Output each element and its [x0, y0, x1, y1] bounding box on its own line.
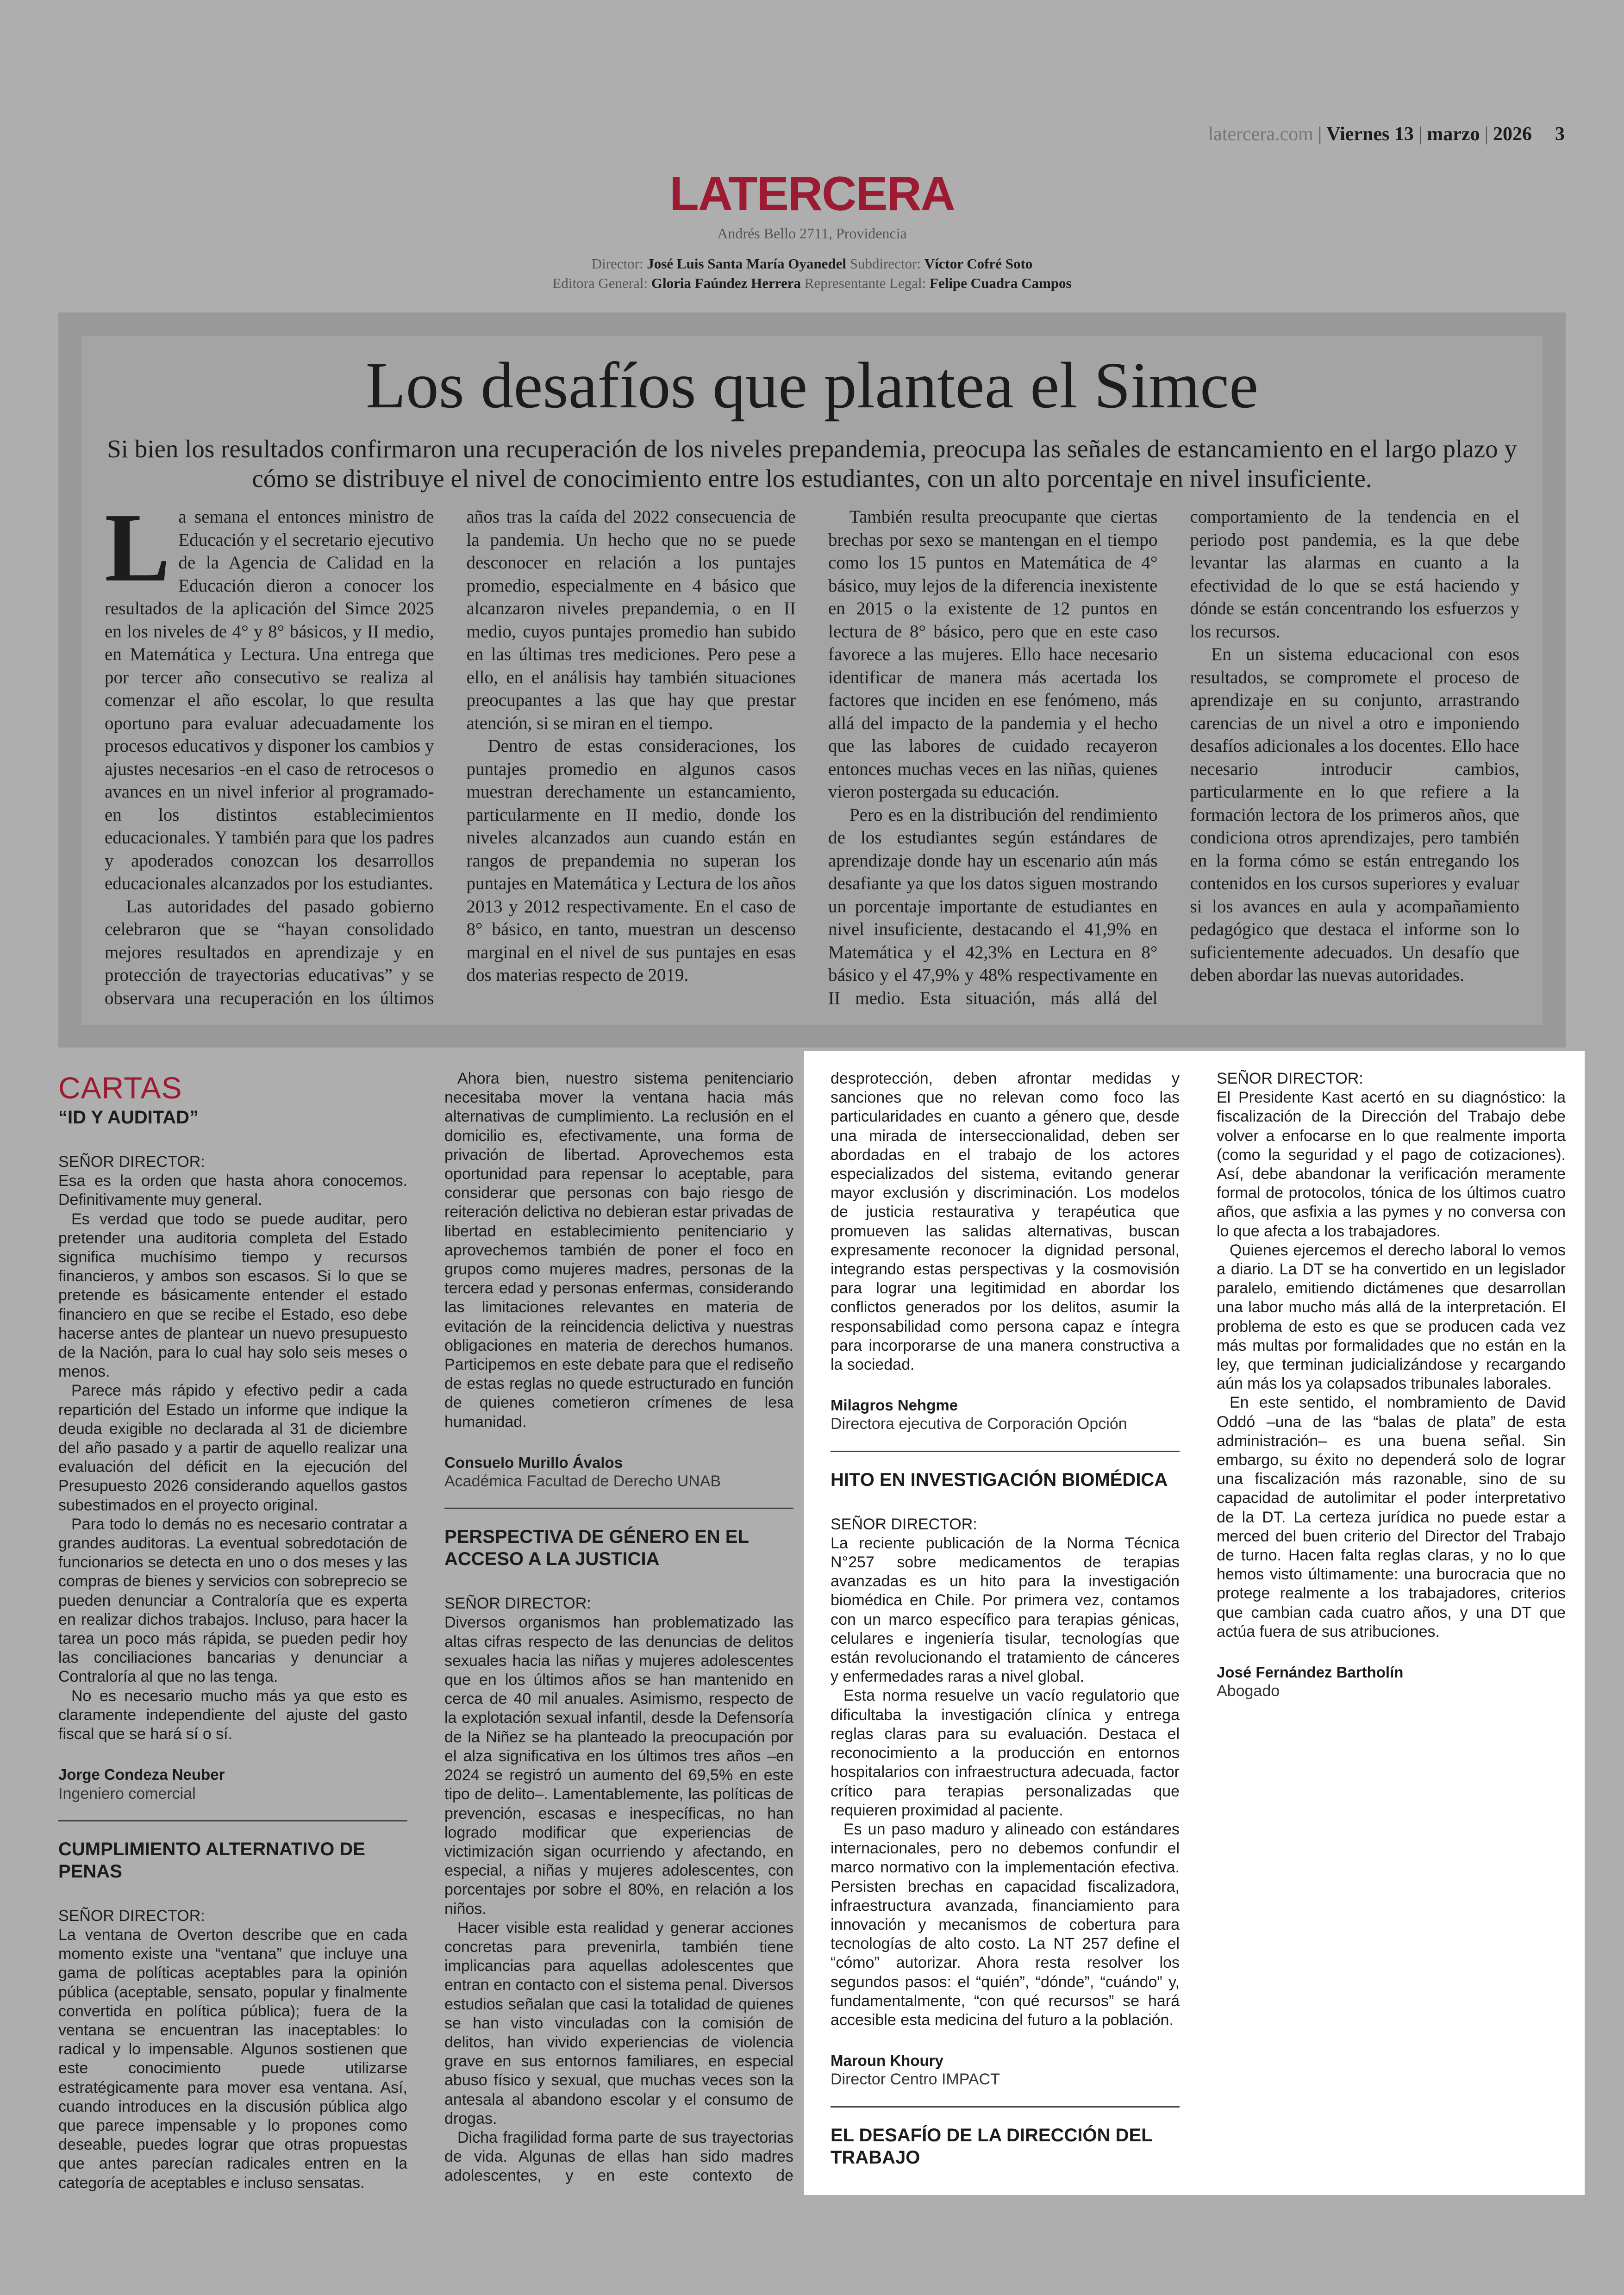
letter-author-role: Director Centro IMPACT: [831, 2070, 1000, 2089]
editor-name: Gloria Faúndez Herrera: [651, 275, 801, 291]
dateline: [1130, 123, 1565, 145]
letter-author: José Fernández Bartholín: [1217, 1664, 1404, 1681]
salutation: SEÑOR DIRECTOR:: [444, 1595, 591, 1613]
letter-title: PERSPECTIVA DE GÉNERO EN EL ACCESO A LA JUSTICIA: [444, 1527, 749, 1570]
letter-paragraph: Dicha fragilidad forma parte de sus trayectorias de vida. Algunas de ellas han sido madres adolescentes, y en este contexto de desprotección, deben afrontar medidas y sanciones que no relevan como foco las particularidades en cuanto a género que, desde una mirada de interseccionalidad, deben ser abordadas en el trabajo de los actores especializados del sistema, evitando generar mayor exclusión y discriminación. Los modelos de justicia restaurativa y terapéutica que promueven las salidas alternativas, buscan expresamente reconocer la dignidad personal, integrando estas perspectivas y la cosmovisión para lograr una legitimidad en abordar los conflictos generados por los delitos, asumir la responsabilidad como persona capaz e íntegra para incorporarse de una manera constructiva a la sociedad.: [444, 1070, 1180, 2185]
site-link[interactable]: latercera.com: [1208, 124, 1313, 145]
editorial-subtitle: Si bien los resultados confirmaron una recuperación de los niveles prepandemia, preocupa las señales de estancamiento en el largo plazo y cómo se distribuye el nivel de conocimiento entre los estudiantes, con un alto porcentaje en nivel insuficiente.: [107, 435, 1517, 493]
editorial-paragraph: Dentro de estas consideraciones, los puntajes promedio en algunos casos muestran derechamente un estancamiento, particularmente en II medio, donde los niveles alcanzados aun cuando están en rangos de prepandemia no superan los puntajes en Matemática y Lectura de los años 2013 y 2012 respectivamente. En el caso de 8° básico, en tanto, muestran un descenso marginal en el nivel de sus puntajes en esas dos materias respecto de 2019.: [466, 736, 796, 985]
divider: [831, 2106, 1180, 2108]
letter-paragraph: Es verdad que todo se puede auditar, pero pretender una auditoria completa del Estado significa muchísimo tiempo y recursos financieros, y ambos son escasos. Si lo que se pretende es básicamente entender el estado financiero en que se recibe el Estado, eso debe hacerse antes de plantear un nuevo presupuesto de la Nación, para lo cual hay solo seis meses o menos.: [58, 1210, 407, 1381]
letter-paragraph: Esa es la orden que hasta ahora conocemos. Definitivamente muy general.: [58, 1172, 407, 1209]
divider: [444, 1508, 793, 1509]
separator: |: [1418, 124, 1423, 145]
letter-paragraph: El Presidente Kast acertó en su diagnóstico: la fiscalización de la Dirección del Trabajo debe volver a enfocarse en lo que realmente importa (como la seguridad y el pago de cotizaciones). Así, debe abandonar la verificación meramente formal de protocolos, tónica de los últimos cuatro años, que asfixia a las pymes y no conversa con lo que afecta a los trabajadores.: [1217, 1089, 1566, 1240]
divider: [58, 1820, 407, 1821]
subdirector-label: Subdirector:: [849, 256, 921, 272]
letter: [58, 1106, 407, 1803]
letter-paragraph: Hacer visible esta realidad y generar acciones concretas para prevenirla, también tiene implicancias para aquellas adolescentes que entran en contacto con el sistema penal. Diversos estudios señalan que casi la totalidad de quienes se han visto vinculadas con la comisión de delitos, han vivido experiencias de violencia grave en sus entornos familiares, en especial abuso físico y sexual, que muchas veces son la antesala al abandono escolar y el consumo de drogas.: [444, 1919, 793, 2127]
year: 2026: [1493, 124, 1532, 145]
weekday: Viernes 13: [1326, 124, 1414, 145]
subdirector-name: Víctor Cofré Soto: [924, 256, 1033, 272]
salutation: SEÑOR DIRECTOR:: [831, 1515, 977, 1533]
address: Andrés Bello 2711, Providencia: [717, 225, 907, 242]
letter-title: “ID Y AUDITAD”: [58, 1107, 199, 1128]
letter-paragraph: Esta norma resuelve un vacío regulatorio que dificultaba la investigación clínica y entrega reglas claras para su evaluación. Destaca el reconocimiento a la producción en entornos hospitalarios con infraestructura adecuada, factor crítico para terapias personalizadas que requieren proximidad al paciente.: [831, 1687, 1180, 1819]
section-title: CARTAS: [58, 1071, 182, 1105]
salutation: SEÑOR DIRECTOR:: [58, 1907, 205, 1925]
editor-label: Editora General:: [552, 275, 648, 291]
letter-author-role: Directora ejecutiva de Corporación Opción: [831, 1415, 1127, 1433]
editorial-paragraph: En un sistema educacional con esos resultados, se compromete el proceso de aprendizaje en su conjunto, arrastrando carencias de un nivel a otro e imponiendo desafíos adicionales a los docentes. Ello hace necesario introducir cambios, particularmente en lo que refiere a la formación lectora de los primeros años, que condiciona otros aprendizajes, pero también en la forma cómo se están entregando los contenidos en los cursos superiores y evaluar si los avances en aula y acompañamiento pedagógico que destaca el informe son lo suficientemente adecuados. Un desafío que deben abordar las nuevas autoridades.: [1190, 644, 1519, 985]
director-name: José Luis Santa María Oyanedel: [647, 256, 846, 272]
letter-author-role: Académica Facultad de Derecho UNAB: [444, 1472, 721, 1491]
editorial-paragraph: También resulta preocupante que ciertas brechas por sexo se mantengan en el tiempo como los 15 puntos en Matemática de 4° básico, muy lejos de la diferencia inexistente en 2015 o la existente de 12 puntos en lectura de 8° básico, pero que en este caso favorece a las mujeres. Ello hace necesario identificar de manera más acertada los factores que inciden en ese fenómeno, más allá del impacto de la pandemia y el hecho que las labores de cuidado recayeron entonces muchas veces en las niñas, quienes vieron postergada su educación.: [828, 507, 1158, 802]
letter: [831, 1469, 1180, 2089]
letter-paragraph: Quienes ejercemos el derecho laboral lo vemos a diario. La DT se ha convertido en un legislador paralelo, emitiendo dictámenes que desarrollan una labor mucho más allá de la interpretación. El problema de esto es que se producen cada vez más multas por formalidades que no están en la ley, que terminan judicializándose y recargando aún más los ya colapsados tribunales laborales.: [1217, 1241, 1566, 1393]
letter-paragraph: La reciente publicación de la Norma Técnica N°257 sobre medicamentos de terapias avanzadas es un hito para la investigación biomédica en Chile. Por primera vez, contamos con un marco específico para terapias génicas, celulares e ingeniería tisular, tecnologías que están revolucionando el tratamiento de cánceres y enfermedades raras a nivel global.: [831, 1534, 1180, 1686]
letter-title: CUMPLIMIENTO ALTERNATIVO DE PENAS: [58, 1839, 365, 1882]
letter-paragraph: Ahora bien, nuestro sistema penitenciario necesitaba mover la ventana hacia más alternativas de cumplimiento. La reclusión en el domicilio es, efectivamente, una forma de privación de libertad. Aprovechemos esta oportunidad para repensar lo aceptable, para considerar que personas con bajo riesgo de reiteración delictiva no debieran estar privadas de libertad en establecimiento penitenciario y aprovechemos también de poner el foco en grupos como mujeres madres, personas de la tercera edad y personas enfermas, considerando las limitaciones relevantes en materia de evitación de la reincidencia delictiva y nuestras obligaciones en materia de derechos humanos. Participemos en este debate para que el rediseño de estas reglas no quede estructurado en función de quienes cometieron crímenes de lesa humanidad.: [444, 1070, 793, 1431]
letter-author: Jorge Condeza Neuber: [58, 1766, 225, 1784]
letters-section: [58, 1069, 1566, 2199]
staff-credits-line-2: [395, 275, 1229, 292]
separator: |: [1484, 124, 1488, 145]
letter-paragraph: La ventana de Overton describe que en cada momento existe una “ventana” que incluye una gama de políticas aceptables para la opinión pública (aceptable, sensato, popular y finalmente convertida en política pública); fuera de la ventana se encuentran las inaceptables: lo radical y lo impensable. Algunos sostienen que este conocimiento puede utilizarse estratégicamente para mover esa ventana. Así, cuando introduces en la discusión pública algo que parece impensable y lo propones como deseable, puedes lograr que otras propuestas que antes parecían radicales entren en la categoría de aceptables e incluso sensatas.: [58, 1926, 407, 2192]
letter-paragraph: Diversos organismos han problematizado las altas cifras respecto de las denuncias de delitos sexuales hacia las niñas y mujeres adolescentes que en los últimos años se han mantenido en cerca de 40 mil anuales. Asimismo, respecto de la explotación sexual infantil, desde la Defensoría de la Niñez se ha planteado la preocupación por el alza significativa en los últimos tres años –en 2024 se registró un aumento del 69,5% en este tipo de delito–. Lamentablemente, las políticas de prevención, escasas e inespecíficas, no han logrado modificar que experiencias de victimización sigan ocurriendo y afectando, en especial, a niñas y mujeres adolescentes, con porcentajes por sobre el 80%, en relación a los niños.: [444, 1614, 793, 1918]
letter-title: EL DESAFÍO DE LA DIRECCIÓN DEL TRABAJO: [831, 2125, 1152, 2168]
editorial-paragraph: Pero es en la distribución del rendimiento de los estudiantes según estándares de aprendizaje donde hay un escenario aún más desafiante ya que los datos siguen mostrando un porcentaje importante de estudiantes en nivel insuficiente, destacando el 41,9% en Matemática y el 42,3% en Lectura en 8° básico y el 47,9% y 48% respectivamente en II medio. Esta situación, más allá del comportamiento de la tendencia en el periodo post pandemia, es la que debe levantar las alarmas en cuanto a la efectividad de lo que se está haciendo y dónde se están concentrando los esfuerzos y los recursos.: [828, 507, 1519, 1008]
letter-paragraph: No es necesario mucho más ya que esto es claramente independiente del ajuste del gasto fiscal que se hará sí o sí.: [58, 1687, 407, 1743]
letter-author: Maroun Khoury: [831, 2052, 943, 2070]
editorial-paragraph: Las autoridades del pasado gobierno celebraron que se “hayan consolidado mejores resultados en aprendizaje y en protección de trayectorias educativas” y se observara una recuperación en los últimos años tras la caída del 2022 consecuencia de la pandemia. Un hecho que no se puede desconocer en relación a los puntajes promedio, especialmente en 4 básico que alcanzaron niveles prepandemia, o en II medio, cuyos puntajes promedio han subido en las últimas tres mediciones. Pero pese a ello, en el análisis hay también situaciones preocupantes a las que hay que prestar atención, si se miran en el tiempo.: [105, 507, 796, 1008]
legal-label: Representante Legal:: [804, 275, 926, 291]
salutation: SEÑOR DIRECTOR:: [1217, 1070, 1363, 1087]
salutation: SEÑOR DIRECTOR:: [58, 1153, 205, 1171]
letter-paragraph: Parece más rápido y efectivo pedir a cada repartición del Estado un informe que indique la deuda exigible no declarada al 31 de diciembre del año pasado y a partir de aquello realizar una evaluación del déficit en la ejecución del Presupuesto 2026 considerando aquellos gastos subestimados en el proyecto original.: [58, 1382, 407, 1514]
letter-author: Milagros Nehgme: [831, 1397, 958, 1414]
editorial-title: Los desafíos que plantea el Simce: [365, 349, 1259, 422]
editorial-paragraph: La semana el entonces ministro de Educación y el secretario ejecutivo de la Agencia de Calidad en la Educación dieron a conocer los resultados de la aplicación del Simce 2025 en los niveles de 4° y 8° básicos, y II medio, en Matemática y Lectura. Una entrega que por tercer año consecutivo se realiza al comenzar el año escolar, lo que resulta oportuno para evaluar adecuadamente los procesos educativos y disponer los cambios y ajustes necesarios -en el caso de retrocesos o avances en un nivel inferior al programado- en los distintos establecimientos educacionales. Y también para que los padres y apoderados conozcan los desarrollos educacionales alcanzados por los estudiantes.: [105, 493, 434, 893]
letter-paragraph: En este sentido, el nombramiento de David Oddó –una de las “balas de plata” de esta administración– es una buena señal. Sin embargo, su éxito no dependerá solo de lograr una fiscalización más razonable, sino de su capacidad de autolimitar el poder interpretativo de la DT. La certeza jurídica no puede estar a merced del buen criterio del Director del Trabajo de turno. Hacen falta reglas claras, y no lo que hemos visto últimamente: una burocracia que no protege realmente a los trabajadores, criterios que cambian cada cuatro años, y una DT que actúa fuera de sus atribuciones.: [1217, 1394, 1566, 1640]
month: marzo: [1427, 124, 1480, 145]
editorial-body: [105, 493, 1519, 1024]
divider: [831, 1451, 1180, 1452]
page-number: 3: [1555, 124, 1565, 145]
masthead-logo: LATERCERA: [669, 167, 955, 221]
letter-author-role: Ingeniero comercial: [58, 1784, 196, 1802]
letter-author-role: Abogado: [1217, 1682, 1280, 1700]
legal-name: Felipe Cuadra Campos: [930, 275, 1072, 291]
letter-author: Consuelo Murillo Ávalos: [444, 1453, 623, 1471]
separator: |: [1318, 124, 1322, 145]
letter-title: HITO EN INVESTIGACIÓN BIOMÉDICA: [831, 1469, 1168, 1490]
letter-paragraph: Es un paso maduro y alineado con estándares internacionales, pero no debemos confundir el marco normativo con la implementación efectiva. Persisten brechas en capacidad fiscalizadora, infraestructura avanzada, financiamiento para innovación y mecanismos de cobertura para tecnologías de alto costo. La NT 257 define el “cómo” autorizar. Ahora resta resolver los segundos pasos: el “quién”, “dónde”, “cuándo” y, fundamentalmente, “con qué recursos” se hará accesible esta medicina del futuro a la población.: [831, 1820, 1180, 2029]
staff-credits-line-1: [395, 256, 1229, 272]
director-label: Director:: [591, 256, 643, 272]
letter-paragraph: Para todo lo demás no es necesario contratar a grandes auditoras. La eventual sobredotación de funcionarios se detecta en uno o dos meses y las compras de bienes y servicios con sobreprecio se pueden denunciar a Contraloría que es experta en realizar dichos trabajos. Incluso, para hacer la tarea un poco más rápida, se pueden pedir hoy las conciliaciones bancarias y denunciar a Contraloría al que no las tenga.: [58, 1515, 407, 1686]
